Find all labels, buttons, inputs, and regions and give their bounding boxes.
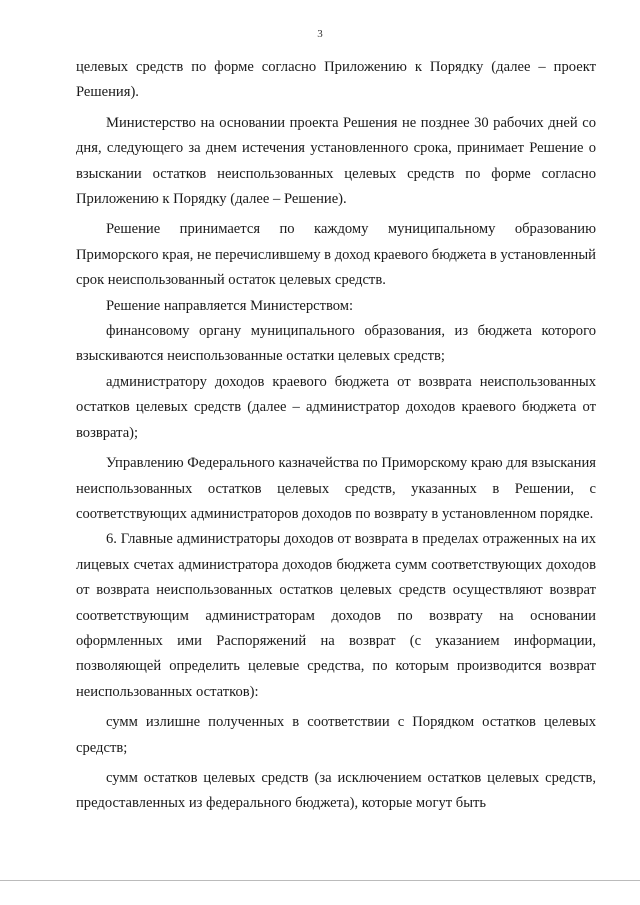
document-body (76, 55, 596, 817)
paragraph-continuation: целевых средств по форме согласно Приложению к Порядку (далее – проект Решения). (76, 59, 596, 101)
paragraph-ministry-decision: Министерство на основании проекта Решения не позднее 30 рабочих дней со дня, следующего за днем истечения установленного срока, принимает Решение о взыскании остатков неиспользованных целевых средств по форме согласно Приложению к Порядку (далее – Решение). (76, 114, 596, 208)
list-item-revenue-administrator: администратору доходов краевого бюджета от возврата неиспользованных остатков целевых средств (далее – администратор доходов краевого бюджета от возврата); (76, 373, 596, 441)
page-number: 3 (317, 28, 323, 40)
paragraph-section-6: 6. Главные администраторы доходов от возврата в пределах отраженных на их лицевых счетах администратора доходов бюджета сумм соответствующих доходов от возврата неиспользованных остатков целевых средств осуществляют возврат соответствующим администраторам доходов по возврату на основании оформленных ими Распоряжений на возврат (с указанием информации, позволяющей определить целевые средства, по которым производится возврат неиспользованных остатков): (76, 531, 596, 700)
paragraph-decision-sent: Решение направляется Министерством: (106, 297, 354, 314)
list-item-treasury: Управлению Федерального казначейства по Приморскому краю для взыскания неиспользованных остатков целевых средств, указанных в Решении, с соответствующих администраторов доходов по возврату в установленном порядке. (76, 455, 596, 522)
page-bottom-divider (0, 880, 640, 881)
list-item-excess-amounts: сумм излишне полученных в соответствии с Порядком остатков целевых средств; (76, 714, 596, 756)
list-item-remaining-amounts: сумм остатков целевых средств (за исключением остатков целевых средств, предоставленных из федерального бюджета), которые могут быть (76, 769, 596, 812)
paragraph-decision-adopted: Решение принимается по каждому муниципальному образованию Приморского края, не перечислившему в доход краевого бюджета в установленный срок неиспользованный остаток целевых средств. (76, 221, 596, 289)
list-item-financial-body: финансовому органу муниципального образования, из бюджета которого взыскиваются неиспользованные остатки целевых средств; (76, 323, 596, 365)
